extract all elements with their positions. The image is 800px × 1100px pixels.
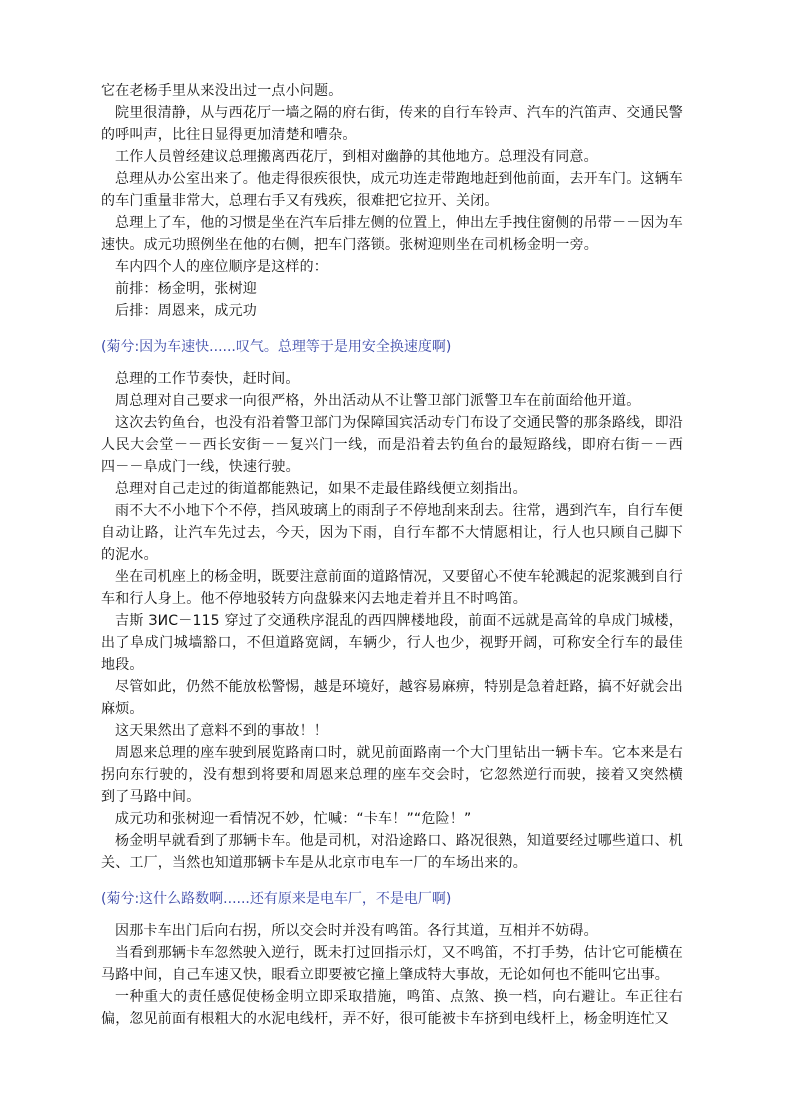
- paragraph: 雨不大不小地下个不停，挡风玻璃上的雨刮子不停地刮来刮去。往常，遇到汽车，自行车便自动让路，让汽车先过去，今天，因为下雨，自行车都不大情愿相让，行人也只顾自己脚下的泥水。: [101, 503, 683, 563]
- paragraph: 院里很清静，从与西花厅一墙之隔的府右街，传来的自行车铃声、汽车的汽笛声、交通民警的呼叫声，比往日显得更加清楚和嘈杂。: [101, 105, 683, 143]
- paragraph: 当看到那辆卡车忽然驶入逆行，既未打过回指示灯，又不鸣笛，不打手势，估计它可能横在马路中间，自己车速又快，眼看立即要被它撞上肇成特大事故，无论如何也不能叫它出事。: [101, 945, 683, 983]
- paragraph: 一种重大的责任感促使杨金明立即采取措施，鸣笛、点煞、换一档，向右避让。车正往右偏，忽见前面有根粗大的水泥电线杆，弄不好，很可能被卡车挤到电线杆上，杨金明连忙又: [101, 989, 683, 1027]
- annotation-note: (菊兮:因为车速快......叹气。总理等于是用安全换速度啊): [101, 339, 452, 355]
- paragraph: 总理上了车，他的习惯是坐在汽车后排左侧的位置上，伸出左手拽住窗侧的吊带－－因为车速快。成元功照例坐在他的右侧，把车门落锁。张树迎则坐在司机杨金明一旁。: [101, 215, 683, 253]
- paragraph: 这天果然出了意料不到的事故！！: [115, 723, 328, 739]
- paragraph: 周恩来总理的座车驶到展览路南口时，就见前面路南一个大门里钻出一辆卡车。它本来是右拐向东行驶的，没有想到将要和周恩来总理的座车交会时，它忽然逆行而驶，接着又突然横到了马路中间。: [101, 745, 683, 805]
- paragraph: 坐在司机座上的杨金明，既要注意前面的道路情况，又要留心不使车轮溅起的泥浆溅到自行车和行人身上。他不停地驳转方向盘躲来闪去地走着并且不时鸣笛。: [101, 569, 683, 607]
- paragraph: 总理从办公室出来了。他走得很疾很快，成元功连走带跑地赶到他前面，去开车门。这辆车的车门重量非常大，总理右手又有残疾，很难把它拉开、关闭。: [101, 171, 683, 209]
- paragraph: 总理对自己走过的街道都能熟记，如果不走最佳路线便立刻指出。: [115, 481, 527, 497]
- paragraph: 周总理对自己要求一向很严格，外出活动从不让警卫部门派警卫车在前面给他开道。: [115, 393, 641, 409]
- annotation-note: (菊兮:这什么路数啊......还有原来是电车厂，不是电厂啊): [101, 891, 452, 907]
- paragraph: 它在老杨手里从来没出过一点小问题。: [101, 83, 343, 99]
- paragraph: 这次去钓鱼台，也没有沿着警卫部门为保障国宾活动专门布设了交通民警的那条路线，即沿人民大会堂－－西长安街－－复兴门一线，而是沿着去钓鱼台的最短路线，即府右街－－西四－－阜成门一线，快速行驶。: [101, 415, 683, 475]
- paragraph: 总理的工作节奏快，赶时间。: [115, 371, 300, 387]
- paragraph: 成元功和张树迎一看情况不妙，忙喊：“卡车！”“危险！”: [115, 811, 472, 827]
- paragraph: 工作人员曾经建议总理搬离西花厅，到相对幽静的其他地方。总理没有同意。: [115, 149, 598, 165]
- paragraph: 吉斯 ЗИС－115 穿过了交通秩序混乱的西四牌楼地段，前面不远就是高耸的阜成门城楼，出了阜成门城墙豁口，不但道路宽阔，车辆少，行人也少，视野开阔，可称安全行车的最佳地段。: [101, 613, 683, 673]
- paragraph: 车内四个人的座位顺序是这样的：: [115, 259, 328, 275]
- paragraph: 尽管如此，仍然不能放松警惕，越是环境好，越容易麻痹，特别是急着赶路，搞不好就会出麻烦。: [101, 679, 683, 717]
- paragraph: 杨金明早就看到了那辆卡车。他是司机，对沿途路口、路况很熟，知道要经过哪些道口、机关、工厂，当然也知道那辆卡车是从北京市电车一厂的车场出来的。: [101, 833, 683, 871]
- paragraph: 前排：杨金明，张树迎: [115, 281, 257, 297]
- paragraph: 后排：周恩来，成元功: [115, 303, 257, 319]
- document-body: [101, 80, 683, 1030]
- paragraph: 因那卡车出门后向右拐，所以交会时并没有鸣笛。各行其道，互相并不妨碍。: [115, 923, 598, 939]
